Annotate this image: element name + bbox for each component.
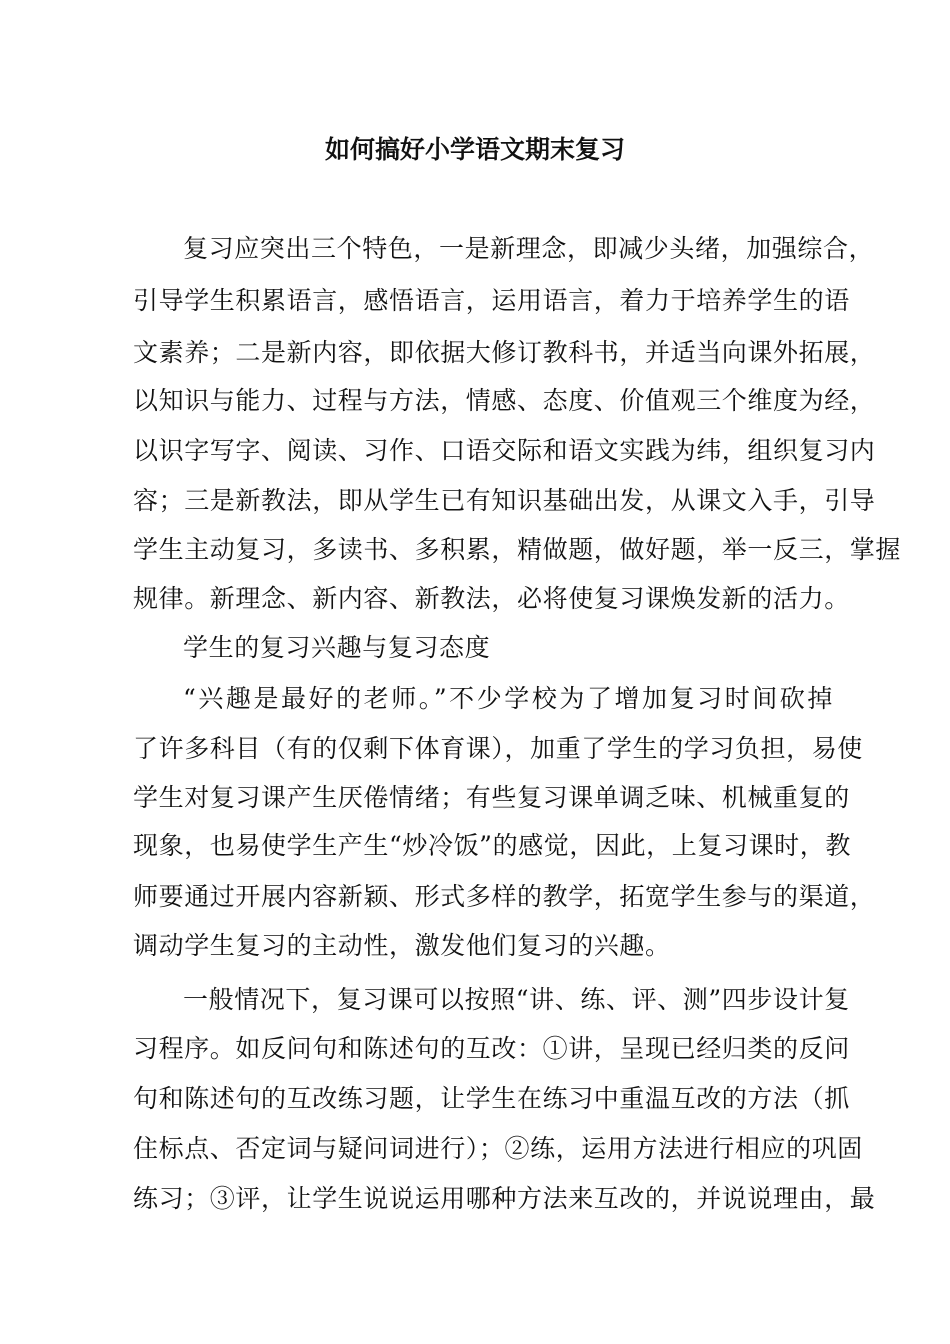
paragraph-line: 调动学生复习的主动性，激发他们复习的兴趣。 bbox=[133, 931, 671, 960]
paragraph-line: 住标点、否定词与疑问词进行）；②练，运用方法进行相应的巩固 bbox=[133, 1134, 863, 1163]
paragraph-line: 句和陈述句的互改练习题，让学生在练习中重温互改的方法（抓 bbox=[133, 1084, 850, 1113]
paragraph-line: 以知识与能力、过程与方法，情感、态度、价值观三个维度为经， bbox=[133, 386, 876, 415]
paragraph-line: 现象，也易使学生产生“炒冷饭”的感觉，因此，上复习课时，教 bbox=[133, 831, 851, 860]
paragraph-line: 习程序。如反问句和陈述句的互改：①讲，呈现已经归类的反问 bbox=[133, 1034, 850, 1063]
paragraph-line: 规律。新理念、新内容、新教法，必将使复习课焕发新的活力。 bbox=[133, 584, 850, 613]
paragraph-line: 了许多科目（有的仅剩下体育课），加重了学生的学习负担，易使 bbox=[133, 734, 863, 763]
paragraph-line: 一般情况下，复习课可以按照“讲、练、评、测”四步设计复 bbox=[183, 985, 850, 1014]
paragraph-line: 练习；③评，让学生说说运用哪种方法来互改的，并说说理由，最 bbox=[133, 1184, 876, 1213]
paragraph-line: 师要通过开展内容新颖、形式多样的教学，拓宽学生参与的渠道， bbox=[133, 882, 876, 911]
paragraph-line: 学生对复习课产生厌倦情绪；有些复习课单调乏味、机械重复的 bbox=[133, 783, 850, 812]
paragraph-line: “兴趣是最好的老师。”不少学校为了增加复习时间砍掉 bbox=[183, 684, 833, 713]
paragraph-line: 复习应突出三个特色，一是新理念，即减少头绪，加强综合， bbox=[183, 234, 875, 263]
paragraph-line: 以识字写字、阅读、习作、口语交际和语文实践为纬，组织复习内 bbox=[133, 436, 876, 465]
paragraph-line: 容；三是新教法，即从学生已有知识基础出发，从课文入手，引导 bbox=[133, 486, 876, 515]
paragraph-line: 引导学生积累语言，感悟语言，运用语言，着力于培养学生的语 bbox=[133, 286, 850, 315]
document-title: 如何搞好小学语文期末复习 bbox=[324, 135, 625, 164]
paragraph-line: 学生主动复习，多读书、多积累，精做题，做好题，举一反三，掌握 bbox=[133, 535, 902, 564]
section-heading: 学生的复习兴趣与复习态度 bbox=[183, 633, 491, 662]
paragraph-line: 文素养；二是新内容，即依据大修订教科书，并适当向课外拓展， bbox=[133, 338, 876, 367]
